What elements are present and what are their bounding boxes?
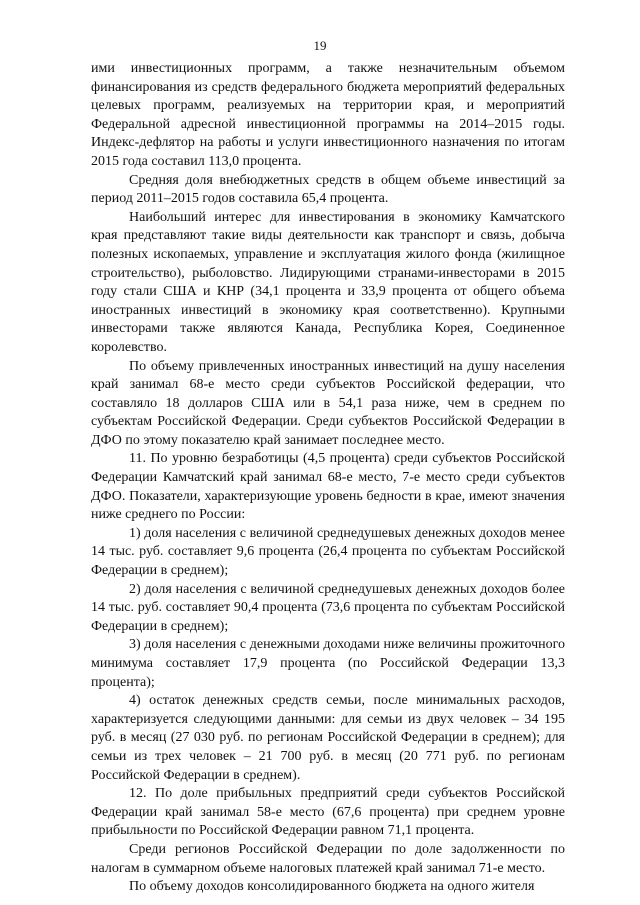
list-item-1: 1) доля населения с величиной среднедушевых денежных доходов менее 14 тыс. руб. составляет 9,6 процента (26,4 процента по субъектам Российской Федерации в среднем); <box>91 525 565 579</box>
paragraph-2: Средняя доля внебюджетных средств в общем объеме инвестиций за период 2011–2015 годов составила 65,4 процента. <box>91 172 565 207</box>
paragraph-3: Наибольший интерес для инвестирования в экономику Камчатского края представляют такие виды деятельности как транспорт и связь, добыча полезных ископаемых, управление и эксплуатация жилого фонда (жилищное строительство), рыболовство. Лидирующими странами-инвесторами в 2015 году стали США и КНР (34,1 процента и 33,9 процента от общего объема иностранных инвестиций в экономику края соответственно). Крупными инвесторами также являются Канада, Республика Корея, Соединенное королевство. <box>91 209 565 355</box>
paragraph-7: Среди регионов Российской Федерации по доле задолженности по налогам в суммарном объеме налоговых платежей край занимал 71-е место. <box>91 841 565 876</box>
paragraph-1: ими инвестиционных программ, а также незначительным объемом финансирования из средств федерального бюджета мероприятий федеральных целевых программ, реализуемых на территории края, и мероприятий Федеральной адресной инвестиционной программы на 2014–2015 годы. Индекс-дефлятор на работы и услуги инвестиционного назначения по итогам 2015 года составил 113,0 процента. <box>91 61 565 169</box>
list-item-3: 3) доля населения с денежными доходами ниже величины прожиточного минимума составляет 17,9 процента (по Российской Федерации 13,3 процента); <box>91 637 565 690</box>
body-text <box>91 60 565 897</box>
paragraph-4: По объему привлеченных иностранных инвестиций на душу населения край занимал 68-е место среди субъектов Российской федерации, что составляло 18 долларов США или в 54,1 раза ниже, чем в среднем по субъектам Российской Федерации. Среди субъектов Российской Федерации в ДФО по этому показателю край занимает последнее место. <box>91 358 565 448</box>
list-item-2: 2) доля населения с величиной среднедушевых денежных доходов более 14 тыс. руб. составляет 90,4 процента (73,6 процента по субъектам Российской Федерации в среднем); <box>91 581 565 634</box>
paragraph-8: По объему доходов консолидированного бюджета на одного жителя <box>129 879 535 895</box>
page-number: 19 <box>313 38 327 53</box>
paragraph-5: 11. По уровню безработицы (4,5 процента) среди субъектов Российской Федерации Камчатский край занимал 68-е место, 7-е место среди субъектов ДФО. Показатели, характеризующие уровень бедности в крае, имеют значения ниже среднего по России: <box>91 451 565 523</box>
list-item-4: 4) остаток денежных средств семьи, после минимальных расходов, характеризуется следующими данными: для семьи из двух человек – 34 195 руб. в месяц (27 030 руб. по регионам Российской Федерации в среднем); для семьи из трех человек – 21 700 руб. в месяц (20 771 руб. по регионам Российской Федерации в среднем). <box>91 693 565 783</box>
paragraph-6: 12. По доле прибыльных предприятий среди субъектов Российской Федерации край занимал 58-е место (67,6 процента) при среднем уровне прибыльности по Российской Федерации равном 71,1 процента. <box>91 786 565 839</box>
